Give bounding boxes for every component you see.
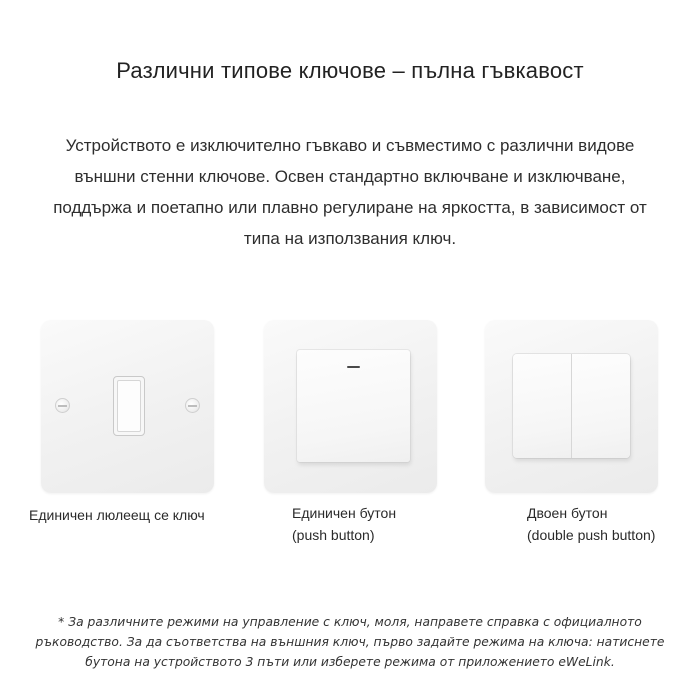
caption-line: Единичен люлеещ се ключ <box>29 507 205 523</box>
push-button-image <box>264 320 437 493</box>
caption-line: (double push button) <box>527 527 656 543</box>
double-push-button-image <box>485 320 658 493</box>
screw-icon <box>185 398 200 413</box>
description-text: Устройството е изключително гъвкаво и съвместимо с различни видове външни стенни ключове. Освен стандартно включване и изключване, поддържа и поетапно или плавно регулиране на яркостта, в зависимост от типа на използвания ключ. <box>53 136 647 248</box>
page-title: Различни типове ключове – пълна гъвкавост <box>116 58 584 83</box>
caption-line: Единичен бутон <box>292 505 397 521</box>
screw-icon <box>55 398 70 413</box>
right-key <box>572 354 630 458</box>
double-push-button-icon <box>513 354 630 458</box>
push-button-caption <box>292 502 396 546</box>
rocker-switch-caption <box>29 504 205 526</box>
push-button-icon <box>297 350 410 462</box>
caption-line: Двоен бутон <box>527 505 608 521</box>
footnote-text: * За различните режими на управление с ключ, моля, направете справка с официалното ръководство. За да съответства на външния ключ, първо задайте режима на ключа: натиснете бутона на устройството 3 пъти или изберете режима от приложението eWeLink. <box>35 615 665 669</box>
double-push-button-caption <box>527 502 655 546</box>
left-key <box>513 354 572 458</box>
rocker-switch-image <box>41 320 214 493</box>
caption-line: (push button) <box>292 527 375 543</box>
rocker-switch-icon <box>113 376 145 436</box>
led-indicator-icon <box>347 366 360 368</box>
rocker-paddle <box>117 380 141 432</box>
